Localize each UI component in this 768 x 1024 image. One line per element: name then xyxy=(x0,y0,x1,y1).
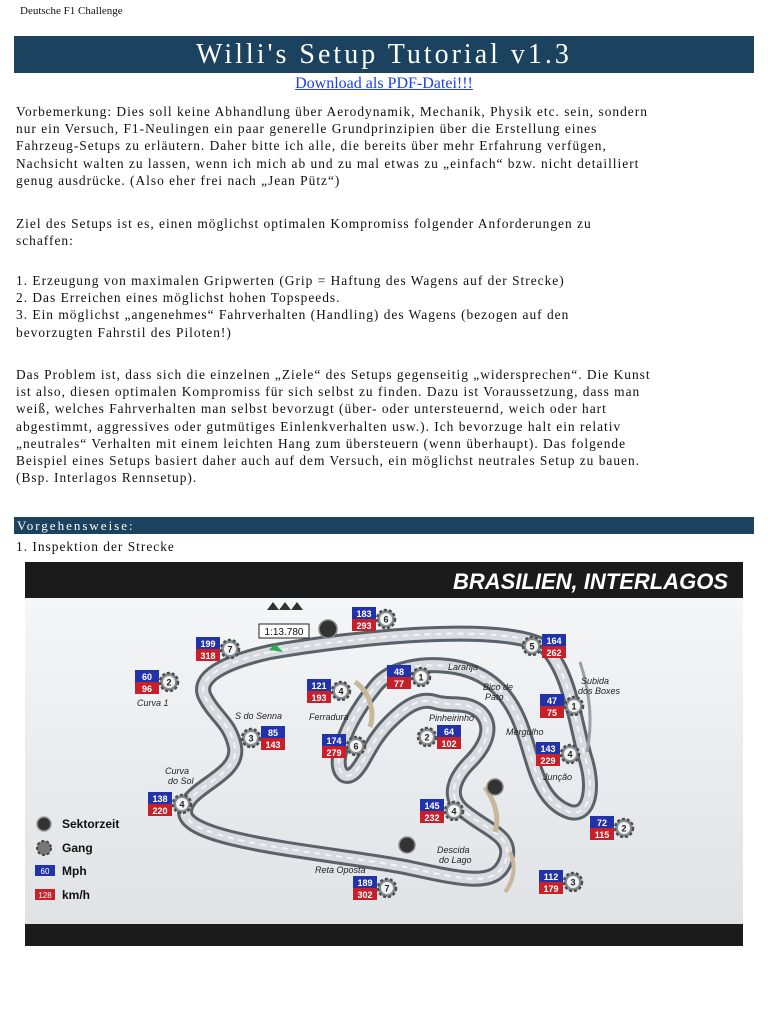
legend-label: Gang xyxy=(62,841,93,855)
speed-marker xyxy=(536,742,579,766)
gear-value: 4 xyxy=(179,799,185,810)
section-heading: Vorgehensweise: xyxy=(14,517,754,534)
gear-value: 4 xyxy=(338,686,344,697)
corner-label: Descida xyxy=(437,845,470,855)
speed-marker xyxy=(353,876,396,900)
gear-value: 6 xyxy=(353,741,359,752)
kmh-value: 77 xyxy=(393,679,405,689)
speed-marker xyxy=(539,870,582,894)
kmh-value: 220 xyxy=(152,806,168,816)
goal-line: schaffen: xyxy=(16,233,74,249)
corner-label: dos Boxes xyxy=(578,686,621,696)
speed-marker xyxy=(148,792,191,816)
speed-marker xyxy=(322,734,365,758)
gear-value: 6 xyxy=(383,614,389,625)
map-title: BRASILIEN, INTERLAGOS xyxy=(452,569,728,594)
problem-line: „neutrales“ Verhalten mit einem leichten Hang zum übersteuern (wenn überhaupt). Das folgende xyxy=(16,435,627,451)
stopwatch-icon xyxy=(37,817,51,831)
track-map-image xyxy=(25,562,743,946)
kmh-value: 102 xyxy=(441,739,457,749)
corner-label: Laranja xyxy=(448,662,479,672)
corner-label: Pinheirinho xyxy=(429,713,475,723)
kmh-value: 75 xyxy=(546,708,558,718)
gear-value: 3 xyxy=(570,877,576,888)
corner-label: Mergulho xyxy=(506,727,544,737)
step-heading: 1. Inspektion der Strecke xyxy=(16,539,175,554)
corner-label: Curva 1 xyxy=(137,698,169,708)
legend-label: Sektorzeit xyxy=(62,817,120,831)
speed-marker xyxy=(387,665,430,689)
corner-label: Reta Oposta xyxy=(315,865,366,875)
speed-marker xyxy=(418,725,461,749)
mph-value: 72 xyxy=(596,818,608,828)
legend-label: km/h xyxy=(62,888,91,902)
speed-marker xyxy=(196,637,239,661)
gear-value: 1 xyxy=(418,672,424,683)
speed-marker xyxy=(540,694,583,718)
intro-line: nur ein Versuch, F1-Neulingen ein paar generelle Grundprinzipien über die Erstellung eines xyxy=(16,121,598,137)
kmh-value: 232 xyxy=(424,813,440,823)
corner-label: Bico de xyxy=(483,682,514,692)
kmh-value: 262 xyxy=(546,648,562,658)
corner-label: Curva xyxy=(165,766,190,776)
mph-value: 60 xyxy=(141,672,153,682)
mph-value: 112 xyxy=(543,872,559,882)
mph-value: 164 xyxy=(546,636,562,646)
page-title-banner: Willi's Setup Tutorial v1.3 xyxy=(14,36,754,73)
site-title: Deutsche F1 Challenge xyxy=(20,5,123,17)
mph-value: 183 xyxy=(356,609,372,619)
intro-line: Vorbemerkung: Dies soll keine Abhandlung über Aerodynamik, Mechanik, Physik etc. sein, sondern xyxy=(16,104,648,119)
requirement-item: bevorzugten Fahrstil des Piloten!) xyxy=(16,324,232,340)
corner-label: Subida xyxy=(581,676,610,686)
corner-label: Junção xyxy=(543,772,573,782)
speed-marker xyxy=(420,799,463,823)
requirement-item: 2. Das Erreichen eines möglichst hohen Topspeeds. xyxy=(16,290,341,306)
kmh-value: 318 xyxy=(200,651,216,661)
gear-value: 4 xyxy=(451,806,457,817)
speed-marker xyxy=(352,607,395,631)
corner-label: Ferradura xyxy=(309,712,349,722)
kmh-value: 115 xyxy=(594,830,610,840)
corner-label: do Sol xyxy=(168,776,194,786)
kmh-value: 229 xyxy=(540,756,556,766)
problem-line: (Bsp. Interlagos Rennsetup). xyxy=(16,470,198,486)
problem-line: weiß, welches Fahrverhalten man selbst bevorzugt (über- oder untersteuernd, weich oder hart xyxy=(16,401,607,417)
legend-sample: 128 xyxy=(38,891,52,900)
speed-marker xyxy=(135,670,178,694)
gear-value: 2 xyxy=(166,677,172,688)
mph-value: 47 xyxy=(546,696,558,706)
mph-value: 48 xyxy=(393,667,405,677)
legend-sample: 60 xyxy=(40,867,50,876)
intro-line: genug ausdrücke. (Also eher frei nach „Jean Pütz“) xyxy=(16,172,341,188)
intro-line: Fahrzeug-Setups zu erläutern. Daher bitte ich alle, die bereits über mehr Erfahrung verfügen, xyxy=(16,138,607,154)
problem-line: abgestimmt, aggressives oder gutmütiges Einlenkverhalten usw.). Ich bevorzuge halt ein relativ xyxy=(16,418,622,434)
gear-value: 2 xyxy=(424,732,430,743)
mph-value: 199 xyxy=(200,639,216,649)
kmh-value: 279 xyxy=(326,748,342,758)
problem-line: Beispiel eines Setups basiert daher auch auf dem Versuch, ein möglichst neutrales Setup zu bauen. xyxy=(16,453,641,469)
mph-value: 145 xyxy=(424,801,440,811)
speed-marker xyxy=(307,679,350,703)
problem-line: ist also, diesen optimalen Kompromiss für sich selbst zu finden. Dazu ist Voraussetzung, dass man xyxy=(16,384,641,400)
intro-line: Nachsicht walten zu lassen, wenn ich mich ab und zu mal etwas zu „einfach“ bzw. nicht detailliert xyxy=(16,155,640,171)
speed-marker xyxy=(523,634,566,658)
mph-value: 85 xyxy=(267,728,279,738)
gear-value: 3 xyxy=(248,733,254,744)
corner-label: S do Senna xyxy=(235,711,283,721)
requirement-item: 3. Ein möglichst „angenehmes“ Fahrverhalten (Handling) des Wagens (bezogen auf den xyxy=(16,307,570,323)
corner-label: do Lago xyxy=(439,855,472,865)
mph-value: 189 xyxy=(357,878,373,888)
goal-line: Ziel des Setups ist es, einen möglichst optimalen Kompromiss folgender Anforderungen zu xyxy=(16,216,592,231)
problem-paragraph xyxy=(16,366,756,486)
lap-time-label: 1:13.780 xyxy=(264,627,304,638)
map-background xyxy=(25,598,743,924)
gear-value: 5 xyxy=(529,641,535,652)
kmh-value: 179 xyxy=(543,884,559,894)
pdf-download-link[interactable]: Download als PDF-Datei!!! xyxy=(295,75,473,92)
mph-value: 64 xyxy=(443,727,455,737)
kmh-value: 143 xyxy=(265,740,281,750)
legend-label: Mph xyxy=(62,864,87,878)
kmh-value: 293 xyxy=(356,621,372,631)
problem-line: Das Problem ist, dass sich die einzelnen „Ziele“ des Setups gegenseitig „widersprechen“. Die Kunst xyxy=(16,367,651,382)
gear-icon xyxy=(37,841,51,855)
gear-value: 7 xyxy=(227,644,233,655)
mph-value: 138 xyxy=(152,794,168,804)
kmh-value: 96 xyxy=(141,684,153,694)
kmh-value: 302 xyxy=(357,890,373,900)
mph-value: 174 xyxy=(326,736,342,746)
requirements-list xyxy=(16,272,756,341)
gear-value: 4 xyxy=(567,749,573,760)
requirement-item: 1. Erzeugung von maximalen Gripwerten (Grip = Haftung des Wagens auf der Strecke) xyxy=(16,273,565,288)
gear-value: 2 xyxy=(621,823,627,834)
goal-paragraph xyxy=(16,215,756,249)
mph-value: 143 xyxy=(540,744,556,754)
kmh-value: 193 xyxy=(311,693,327,703)
speed-marker xyxy=(590,816,633,840)
speed-marker xyxy=(242,726,285,750)
intro-paragraph xyxy=(16,103,756,189)
mph-value: 121 xyxy=(311,681,327,691)
gear-value: 1 xyxy=(571,701,577,712)
corner-label: Pato xyxy=(485,692,504,702)
gear-value: 7 xyxy=(384,883,390,894)
